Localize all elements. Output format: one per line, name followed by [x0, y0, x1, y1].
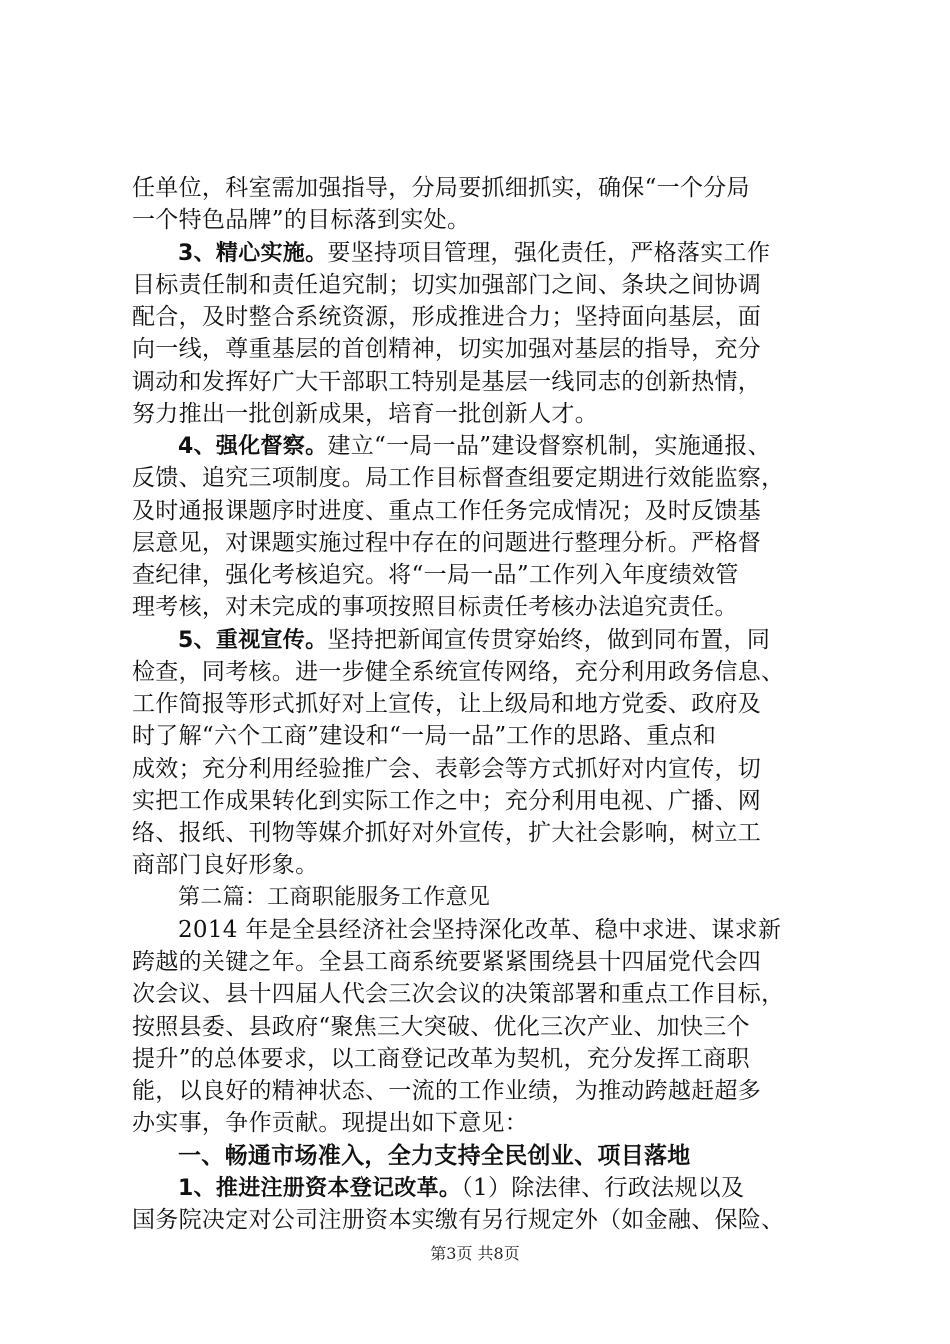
bold-lead-text: 一、畅通市场准入，全力支持全民创业、项目落地	[178, 1142, 691, 1169]
text-line	[132, 1075, 852, 1107]
text-segment: 成效；充分利用经验推广会、表彰会等方式抓好对内宣传，切	[132, 755, 762, 782]
text-segment: （1）除法律、行政法规以及	[461, 1174, 745, 1201]
text-line	[132, 1043, 852, 1075]
text-segment: 一个特色品牌”的目标落到实处。	[132, 207, 471, 234]
text-line	[132, 495, 852, 527]
text-segment: 跨越的关键之年。全县工商系统要紧紧围绕县十四届党代会四	[132, 949, 762, 975]
text-line	[132, 656, 852, 688]
document-body	[132, 172, 852, 1236]
text-segment: 配合，及时整合系统资源，形成推进合力；坚持面向基层，面	[132, 304, 762, 330]
text-line	[132, 785, 852, 817]
text-line	[132, 172, 852, 204]
text-line	[132, 914, 852, 946]
text-line	[132, 398, 852, 430]
text-segment: 2014 年是全县经济社会坚持深化改革、稳中求进、谋求新	[178, 916, 782, 943]
text-segment: 努力推出一批创新成果，培育一批创新人才。	[132, 400, 598, 427]
text-segment: 国务院决定对公司注册资本实缴有另行规定外（如金融、保险、	[132, 1207, 785, 1233]
text-segment: 按照县委、县政府“聚焦三大突破、优化三次产业、加快三个	[132, 1013, 750, 1040]
text-line	[132, 301, 852, 333]
bold-lead-text: 5、重视宣传。	[178, 627, 328, 653]
text-line	[132, 559, 852, 591]
text-segment: 向一线，尊重基层的首创精神，切实加强对基层的指导，充分	[132, 336, 762, 363]
text-segment: 次会议、县十四届人代会三次会议的决策部署和重点工作目标，	[132, 981, 785, 1008]
text-line	[132, 430, 852, 462]
text-segment: 第二篇：工商职能服务工作意见	[178, 884, 491, 910]
text-line	[132, 591, 852, 623]
text-segment: 检查，同考核。进一步健全系统宣传网络，充分利用政务信息、	[132, 658, 785, 685]
text-line	[132, 849, 852, 881]
text-segment: 调动和发挥好广大干部职工特别是基层一线同志的创新热情，	[132, 368, 762, 395]
text-segment: 建立“一局一品”建设督察机制，实施通报、	[327, 433, 771, 459]
text-segment: 办实事，争作贡献。现提出如下意见：	[132, 1110, 529, 1137]
text-line	[132, 624, 852, 656]
text-segment: 要坚持项目管理，强化责任，严格落实工作	[327, 239, 771, 266]
text-line	[132, 946, 852, 978]
bold-lead-text: 3、精心实施。	[178, 240, 328, 266]
text-line	[132, 204, 852, 236]
text-line	[132, 366, 852, 398]
page-footer: 第3页 共8页	[430, 1244, 520, 1263]
text-line	[132, 817, 852, 849]
text-line	[132, 269, 852, 301]
text-segment: 能，以良好的精神状态、一流的工作业绩，为推动跨越赶超多	[132, 1078, 762, 1104]
text-line	[132, 1011, 852, 1043]
text-line	[132, 978, 852, 1010]
text-line	[132, 1107, 852, 1139]
text-segment: 实把工作成果转化到实际工作之中；充分利用电视、广播、网	[132, 787, 762, 814]
text-segment: 及时通报课题序时进度、重点工作任务完成情况；及时反馈基	[132, 497, 762, 524]
text-line	[132, 527, 852, 559]
text-segment: 目标责任制和责任追究制；切实加强部门之间、条块之间协调	[132, 271, 762, 298]
text-line	[132, 753, 852, 785]
text-line	[132, 882, 852, 914]
section-heading	[132, 1140, 852, 1172]
text-line	[132, 333, 852, 365]
text-segment: 商部门良好形象。	[132, 852, 319, 879]
text-segment: 络、报纸、刊物等媒介抓好对外宣传，扩大社会影响，树立工	[132, 820, 762, 846]
text-segment: 查纪律，强化考核追究。将“一局一品”工作列入年度绩效管	[132, 562, 739, 588]
text-line	[132, 720, 852, 752]
text-line	[132, 1204, 852, 1236]
text-line	[132, 688, 852, 720]
text-segment: 坚持把新闻宣传贯穿始终，做到同布置，同	[327, 626, 771, 653]
text-line	[132, 237, 852, 269]
text-line	[132, 462, 852, 494]
text-segment: 时了解“六个工商”建设和“一局一品”工作的思路、重点和	[132, 723, 717, 750]
text-segment: 反馈、追究三项制度。局工作目标督查组要定期进行效能监察，	[132, 465, 785, 492]
text-segment: 理考核，对未完成的事项按照目标责任考核办法追究责任。	[132, 594, 738, 621]
text-segment: 工作简报等形式抓好对上宣传，让上级局和地方党委、政府及	[132, 691, 762, 717]
bold-lead-text: 4、强化督察。	[178, 434, 328, 459]
text-segment: 提升”的总体要求，以工商登记改革为契机，充分发挥工商职	[132, 1045, 750, 1072]
bold-lead-text: 1、推进注册资本登记改革。	[178, 1175, 462, 1201]
text-segment: 任单位，科室需加强指导，分局要抓细抓实，确保“一个分局	[132, 175, 750, 201]
text-segment: 层意见，对课题实施过程中存在的问题进行整理分析。严格督	[132, 529, 762, 556]
text-line	[132, 1172, 852, 1204]
